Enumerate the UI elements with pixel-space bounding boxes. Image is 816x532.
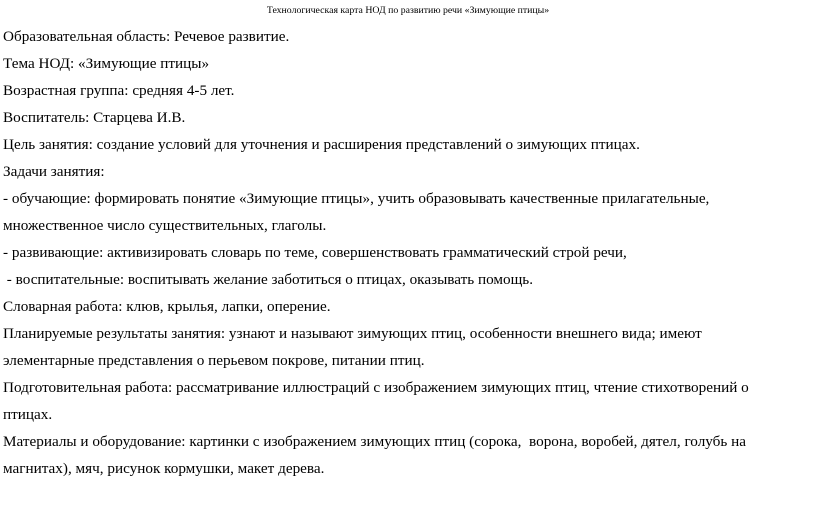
- line-age-group: Возрастная группа: средняя 4-5 лет.: [3, 82, 235, 99]
- line-materials: Материалы и оборудование: картинки с изображением зимующих птиц (сорока, ворона, воробей, дятел, голубь на: [3, 433, 746, 450]
- line-preparation-cont: птицах.: [3, 406, 53, 423]
- line-preparation: Подготовительная работа: рассматривание иллюстраций с изображением зимующих птиц, чтение стихотворений о: [3, 379, 749, 396]
- line-tasks-teaching: - обучающие: формировать понятие «Зимующие птицы», учить образовывать качественные прилагательные,: [3, 190, 710, 207]
- line-tasks-upbringing: - воспитательные: воспитывать желание заботиться о птицах, оказывать помощь.: [3, 271, 534, 288]
- line-tasks-heading: Задачи занятия:: [3, 163, 105, 180]
- line-results-cont: элементарные представления о перьевом покрове, питании птиц.: [3, 352, 425, 369]
- document-title: Технологическая карта НОД по развитию речи «Зимующие птицы»: [266, 5, 550, 16]
- line-tasks-teaching-cont: множественное число существительных, глаголы.: [3, 217, 327, 234]
- line-goal: Цель занятия: создание условий для уточнения и расширения представлений о зимующих птицах.: [3, 136, 640, 153]
- line-vocabulary: Словарная работа: клюв, крылья, лапки, оперение.: [3, 298, 331, 315]
- line-topic: Тема НОД: «Зимующие птицы»: [3, 55, 210, 72]
- line-materials-cont: магнитах), мяч, рисунок кормушки, макет дерева.: [3, 460, 325, 477]
- line-tasks-developing: - развивающие: активизировать словарь по теме, совершенствовать грамматический строй речи,: [3, 244, 627, 261]
- line-educational-area: Образовательная область: Речевое развитие.: [3, 28, 290, 45]
- line-results: Планируемые результаты занятия: узнают и называют зимующих птиц, особенности внешнего вида; имеют: [3, 325, 702, 342]
- line-teacher: Воспитатель: Старцева И.В.: [3, 109, 186, 126]
